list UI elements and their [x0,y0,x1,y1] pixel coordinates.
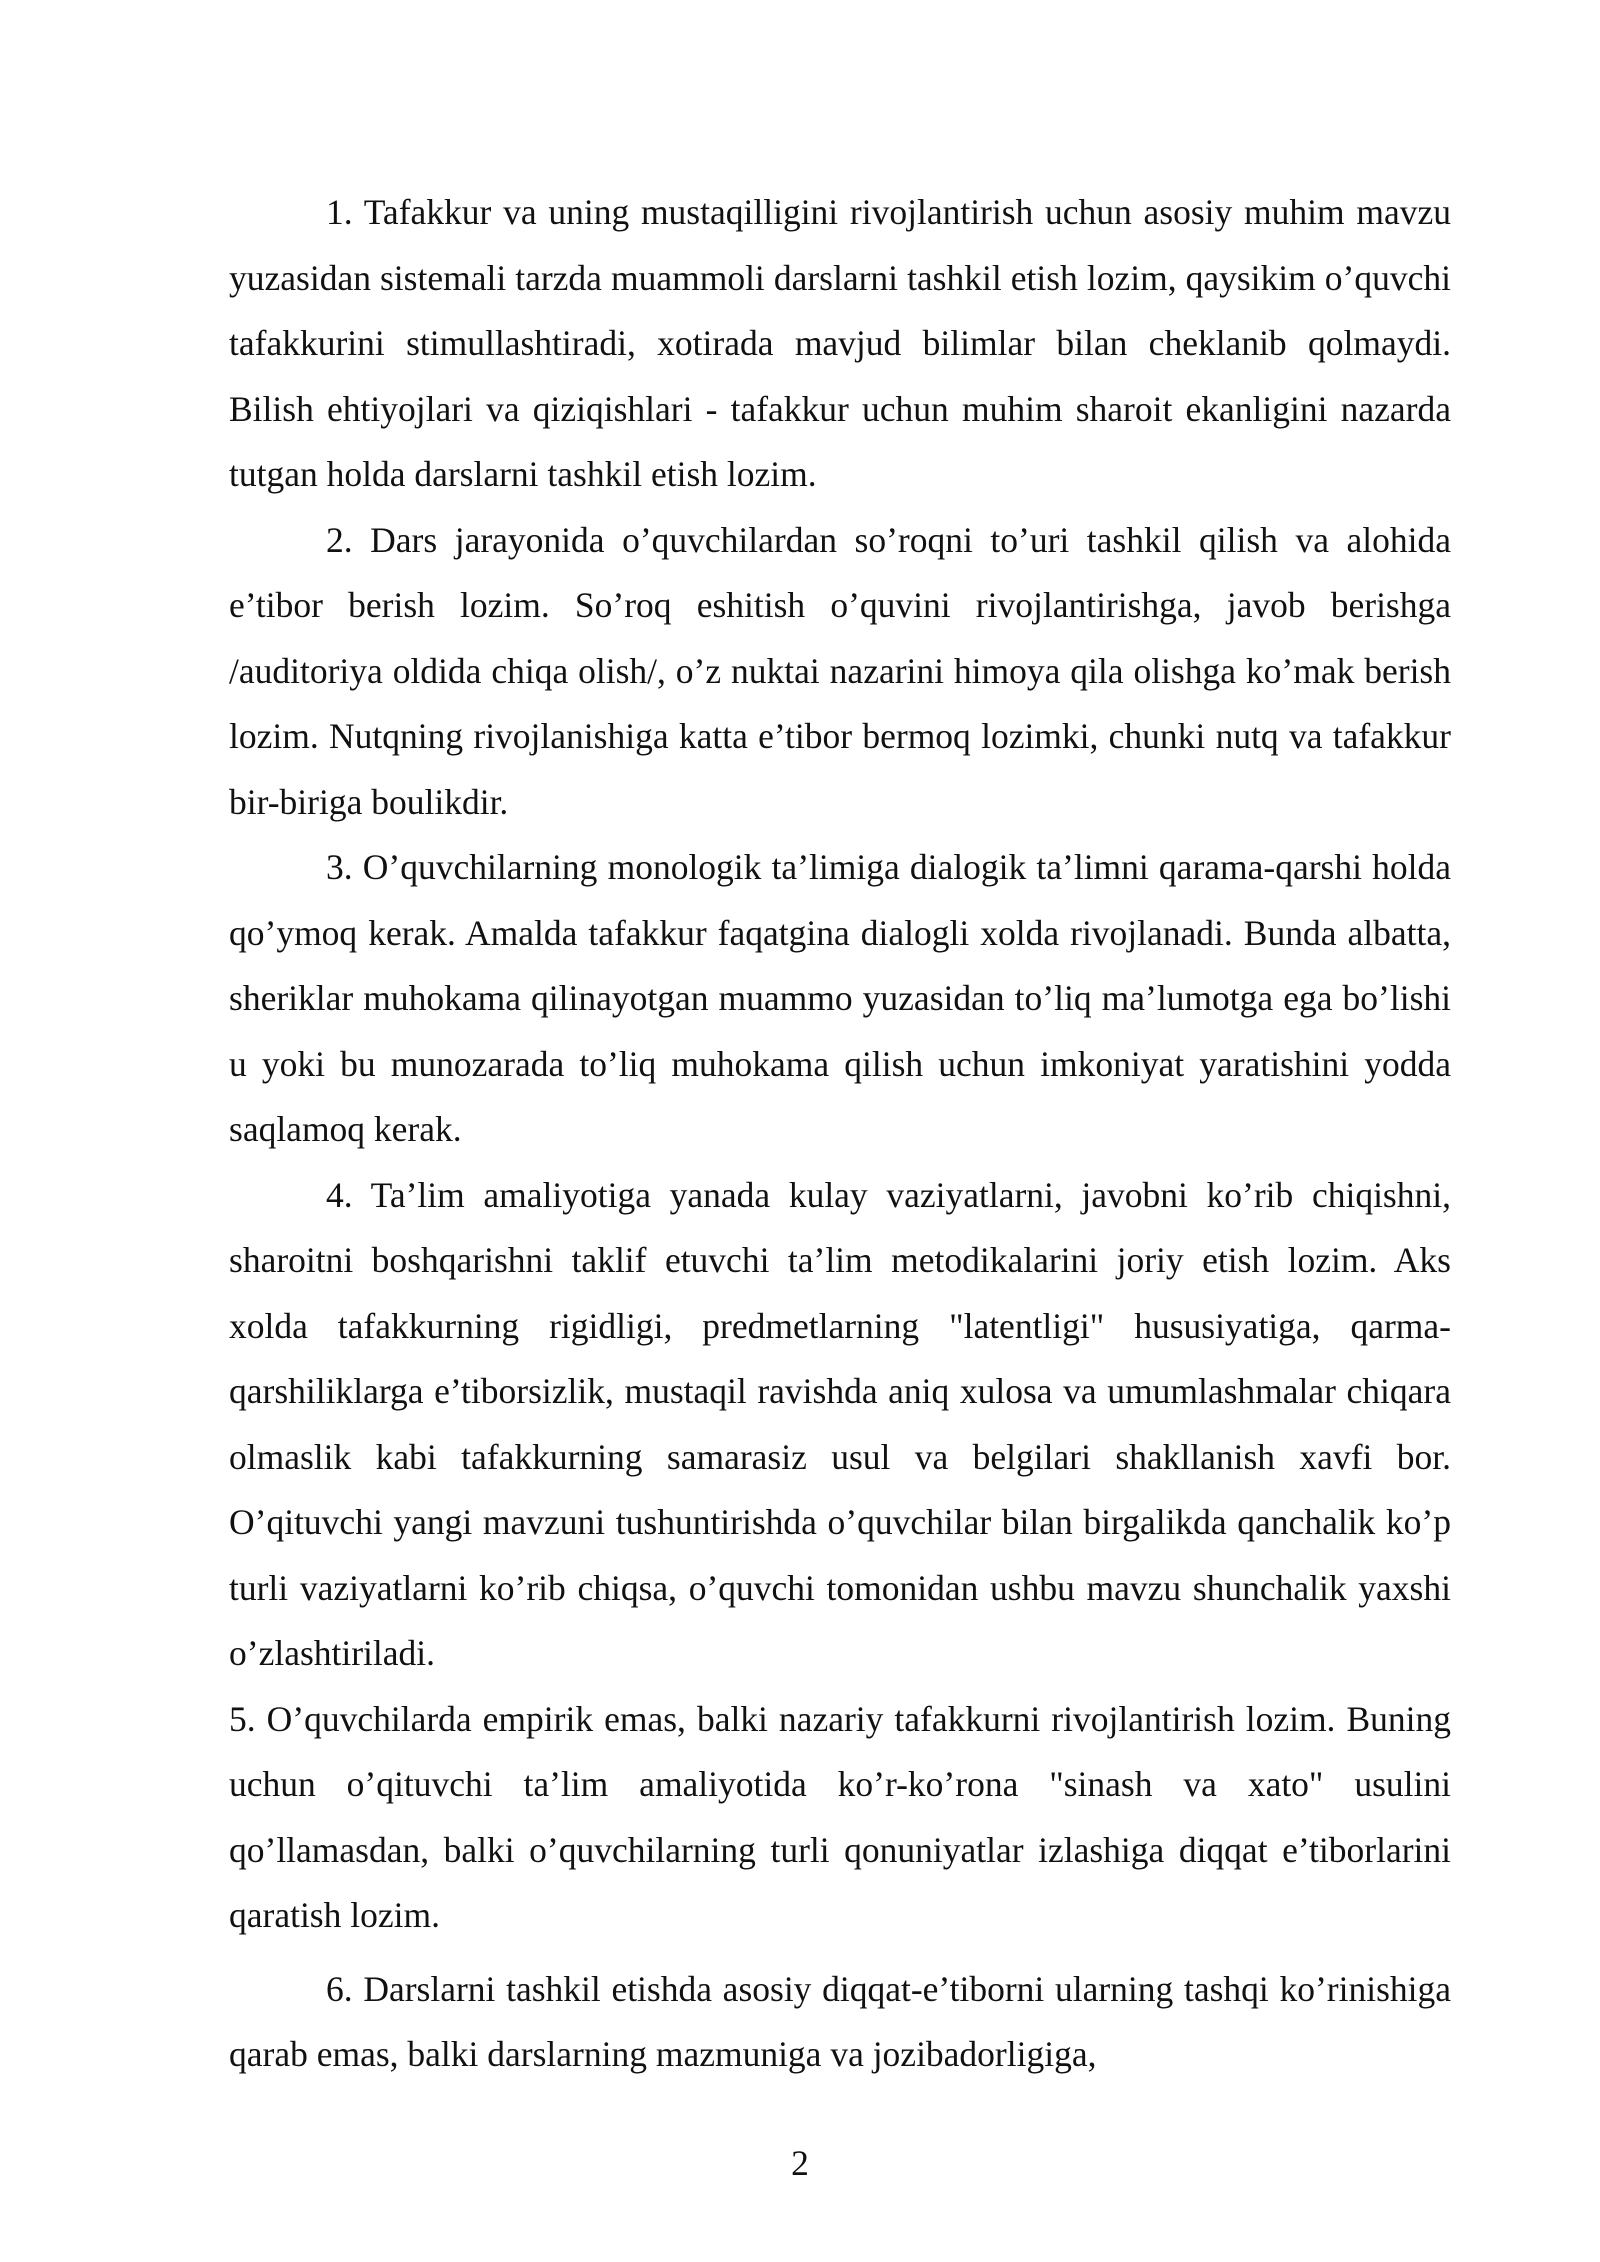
document-body [229,180,1451,2088]
paragraph-5: 5. O’quvchilarda empirik emas, balki nazariy tafakkurni rivojlantirish lozim. Buning uchun o’qituvchi ta’lim amaliyotida ko’r-ko’rona "sinash va xato" usulini qo’llamasdan, balki o’quvchilarning turli qonuniyatlar izlashiga diqqat e’tiborlarini qaratish lozim. [229,1698,1451,1935]
paragraph-1: 1. Tafakkur va uning mustaqilligini rivojlantirish uchun asosiy muhim mavzu yuzasidan sistemali tarzda muammoli darslarni tashkil etish lozim, qaysikim o’quvchi tafakkurini stimullashtiradi, xotirada mavjud bilimlar bilan cheklanib qolmaydi. Bilish ehtiyojlari va qiziqishlari - tafakkur uchun muhim sharoit ekanligini nazarda tutgan holda darslarni tashkil etish lozim. [229,192,1451,494]
paragraph-6: 6. Darslarni tashkil etishda asosiy diqqat-e’tiborni ularning tashqi ko’rinishiga qarab emas, balki darslarning mazmuniga va jozibadorligiga, [229,1968,1451,2074]
page-number: 2 [791,2143,809,2183]
paragraph-4: 4. Ta’lim amaliyotiga yanada kulay vaziyatlarni, javobni ko’rib chiqishni, sharoitni boshqarishni taklif etuvchi ta’lim metodikalarini joriy etish lozim. Aks xolda tafakkurning rigidligi, predmetlarning "latentligi" hususiyatiga, qarma-qarshiliklarga e’tiborsizlik, mustaqil ravishda aniq xulosa va umumlashmalar chiqara olmaslik kabi tafakkurning samarasiz usul va belgilari shakllanish xavfi bor. O’qituvchi yangi mavzuni tushuntirishda o’quvchilar bilan birgalikda qanchalik ko’p turli vaziyatlarni ko’rib chiqsa, o’quvchi tomonidan ushbu mavzu shunchalik yaxshi o’zlashtiriladi. [229,1174,1451,1673]
paragraph-2: 2. Dars jarayonida o’quvchilardan so’roqni to’uri tashkil qilish va alohida e’tibor berish lozim. So’roq eshitish o’quvini rivojlantirishga, javob berishga /auditoriya oldida chiqa olish/, o’z nuktai nazarini himoya qila olishga ko’mak berish lozim. Nutqning rivojlanishiga katta e’tibor bermoq lozimki, chunki nutq va tafakkur bir-biriga boulikdir. [229,519,1451,822]
paragraph-3: 3. O’quvchilarning monologik ta’limiga dialogik ta’limni qarama-qarshi holda qo’ymoq kerak. Amalda tafakkur faqatgina dialogli xolda rivojlanadi. Bunda albatta, sheriklar muhokama qilinayotgan muammo yuzasidan to’liq ma’lumotga ega bo’lishi u yoki bu munozarada to’liq muhokama qilish uchun imkoniyat yaratishini yodda saqlamoq kerak. [229,847,1451,1149]
